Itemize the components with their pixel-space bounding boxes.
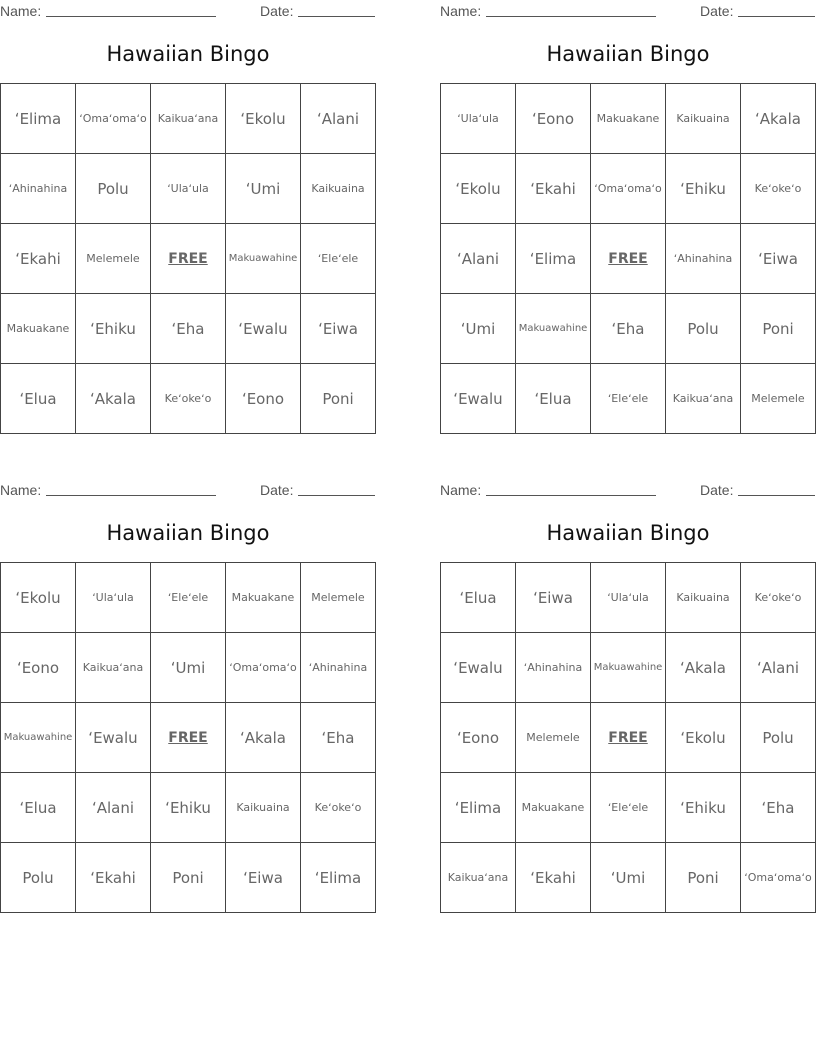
bingo-cell: ʻOmaʻomaʻo (591, 154, 666, 224)
card-title: Hawaiian Bingo (546, 521, 710, 545)
bingo-cell: Melemele (76, 224, 151, 294)
bingo-card (0, 0, 376, 408)
bingo-cell: ʻAkala (226, 703, 301, 773)
bingo-cell: Melemele (516, 703, 591, 773)
bingo-cell: ʻElima (516, 224, 591, 294)
bingo-cell: ʻElua (1, 364, 76, 434)
bingo-cell: Makuakane (516, 773, 591, 843)
bingo-cell: ʻUmi (226, 154, 301, 224)
name-blank (486, 16, 656, 17)
bingo-cell: ʻEiwa (226, 843, 301, 913)
bingo-row (1, 294, 376, 364)
bingo-cell: ʻAkala (76, 364, 151, 434)
bingo-cell: Kaikuaina (666, 563, 741, 633)
name-date-row (0, 0, 376, 22)
bingo-cell: Keʻokeʻo (741, 154, 816, 224)
date-label: Date: (700, 482, 734, 498)
name-label: Name: (0, 482, 42, 498)
bingo-row (1, 773, 376, 843)
bingo-cell: Makuakane (226, 563, 301, 633)
bingo-cell: ʻEkolu (666, 703, 741, 773)
bingo-cell: ʻAlani (301, 84, 376, 154)
name-date-row (440, 479, 816, 501)
bingo-cell: ʻEhiku (151, 773, 226, 843)
bingo-cell: ʻAlani (741, 633, 816, 703)
bingo-cell: Poni (151, 843, 226, 913)
bingo-grid (0, 83, 376, 434)
bingo-row (1, 154, 376, 224)
bingo-cell: ʻUlaʻula (76, 563, 151, 633)
bingo-grid (440, 562, 816, 913)
bingo-cell: Keʻokeʻo (741, 563, 816, 633)
free-space: FREE (591, 224, 666, 294)
card-title: Hawaiian Bingo (106, 521, 270, 545)
date-blank (298, 495, 375, 496)
date-blank (738, 16, 815, 17)
bingo-cell: ʻElima (301, 843, 376, 913)
bingo-row (1, 84, 376, 154)
bingo-cell: Poni (741, 294, 816, 364)
name-label: Name: (440, 482, 482, 498)
bingo-cell: Polu (1, 843, 76, 913)
free-space: FREE (151, 224, 226, 294)
card-title: Hawaiian Bingo (546, 42, 710, 66)
bingo-cell: Kaikuaina (226, 773, 301, 843)
bingo-cell: ʻEwalu (441, 364, 516, 434)
bingo-cell: ʻEhiku (666, 773, 741, 843)
name-date-row (440, 0, 816, 22)
bingo-cell: Makuakane (1, 294, 76, 364)
card-title: Hawaiian Bingo (106, 42, 270, 66)
date-label: Date: (260, 3, 294, 19)
bingo-cell: Makuawahine (591, 633, 666, 703)
bingo-cell: ʻEha (741, 773, 816, 843)
bingo-cell: ʻEha (151, 294, 226, 364)
bingo-cell: ʻEha (301, 703, 376, 773)
bingo-cell: Polu (741, 703, 816, 773)
bingo-cell: ʻUmi (151, 633, 226, 703)
bingo-row (441, 843, 816, 913)
date-label: Date: (260, 482, 294, 498)
bingo-card (440, 0, 816, 408)
bingo-cell: ʻUlaʻula (441, 84, 516, 154)
bingo-cell: ʻEiwa (516, 563, 591, 633)
name-label: Name: (440, 3, 482, 19)
bingo-cell: ʻEhiku (666, 154, 741, 224)
bingo-cell: ʻEono (226, 364, 301, 434)
bingo-cell: Makuawahine (1, 703, 76, 773)
bingo-cell: ʻUmi (441, 294, 516, 364)
bingo-row (441, 224, 816, 294)
bingo-cell: ʻElima (441, 773, 516, 843)
bingo-row (441, 154, 816, 224)
bingo-cell: ʻUlaʻula (591, 563, 666, 633)
bingo-cell: ʻEkolu (226, 84, 301, 154)
name-blank (486, 495, 656, 496)
bingo-cell: ʻUmi (591, 843, 666, 913)
bingo-cell: ʻAhinahina (1, 154, 76, 224)
bingo-cell: Keʻokeʻo (151, 364, 226, 434)
bingo-cell: ʻOmaʻomaʻo (741, 843, 816, 913)
bingo-cell: ʻAhinahina (516, 633, 591, 703)
bingo-row (441, 703, 816, 773)
bingo-cell: Makuawahine (226, 224, 301, 294)
bingo-cell: ʻEwalu (441, 633, 516, 703)
bingo-cell: ʻElua (441, 563, 516, 633)
bingo-cell: ʻAhinahina (666, 224, 741, 294)
bingo-cell: ʻEiwa (301, 294, 376, 364)
bingo-cell: Kaikuaina (666, 84, 741, 154)
bingo-cell: ʻEkahi (516, 154, 591, 224)
bingo-cell: Kaikuaʻana (151, 84, 226, 154)
bingo-cell: ʻAkala (741, 84, 816, 154)
bingo-cell: Makuakane (591, 84, 666, 154)
bingo-cell: ʻAkala (666, 633, 741, 703)
date-blank (738, 495, 815, 496)
bingo-row (441, 563, 816, 633)
bingo-cell: ʻElua (1, 773, 76, 843)
bingo-cell: Polu (666, 294, 741, 364)
bingo-cell: ʻEono (1, 633, 76, 703)
bingo-cell: ʻEono (441, 703, 516, 773)
bingo-cell: ʻUlaʻula (151, 154, 226, 224)
bingo-cell: ʻEleʻele (591, 773, 666, 843)
bingo-row (1, 843, 376, 913)
bingo-cell: ʻAhinahina (301, 633, 376, 703)
bingo-cell: ʻEleʻele (591, 364, 666, 434)
bingo-row (1, 703, 376, 773)
bingo-cell: ʻElua (516, 364, 591, 434)
bingo-cell: ʻElima (1, 84, 76, 154)
bingo-cell: ʻEleʻele (301, 224, 376, 294)
bingo-cell: ʻEha (591, 294, 666, 364)
bingo-cell: Poni (666, 843, 741, 913)
bingo-cell: ʻEhiku (76, 294, 151, 364)
bingo-cell: Kaikuaina (301, 154, 376, 224)
bingo-cell: Poni (301, 364, 376, 434)
bingo-row (441, 84, 816, 154)
free-space: FREE (591, 703, 666, 773)
bingo-cell: Melemele (301, 563, 376, 633)
bingo-cell: Kaikuaʻana (441, 843, 516, 913)
bingo-cell: Kaikuaʻana (666, 364, 741, 434)
bingo-cell: ʻAlani (441, 224, 516, 294)
bingo-cell: Kaikuaʻana (76, 633, 151, 703)
bingo-cell: Keʻokeʻo (301, 773, 376, 843)
bingo-row (441, 633, 816, 703)
bingo-row (1, 633, 376, 703)
bingo-row (1, 563, 376, 633)
bingo-row (441, 364, 816, 434)
bingo-cell: ʻEkolu (1, 563, 76, 633)
bingo-cell: ʻEkolu (441, 154, 516, 224)
date-blank (298, 16, 375, 17)
bingo-cell: ʻEkahi (76, 843, 151, 913)
name-blank (46, 495, 216, 496)
bingo-row (441, 294, 816, 364)
bingo-cell: ʻOmaʻomaʻo (76, 84, 151, 154)
bingo-cell: ʻEkahi (1, 224, 76, 294)
bingo-row (1, 364, 376, 434)
free-space: FREE (151, 703, 226, 773)
name-date-row (0, 479, 376, 501)
bingo-cell: ʻOmaʻomaʻo (226, 633, 301, 703)
bingo-row (441, 773, 816, 843)
bingo-cell: ʻEleʻele (151, 563, 226, 633)
name-label: Name: (0, 3, 42, 19)
bingo-card (0, 479, 376, 887)
bingo-grid (0, 562, 376, 913)
bingo-cell: ʻEkahi (516, 843, 591, 913)
bingo-cell: Makuawahine (516, 294, 591, 364)
date-label: Date: (700, 3, 734, 19)
bingo-cell: Polu (76, 154, 151, 224)
bingo-card (440, 479, 816, 887)
bingo-cell: Melemele (741, 364, 816, 434)
bingo-cell: ʻEono (516, 84, 591, 154)
bingo-cell: ʻEiwa (741, 224, 816, 294)
bingo-row (1, 224, 376, 294)
name-blank (46, 16, 216, 17)
bingo-grid (440, 83, 816, 434)
bingo-cell: ʻAlani (76, 773, 151, 843)
bingo-cell: ʻEwalu (76, 703, 151, 773)
bingo-cell: ʻEwalu (226, 294, 301, 364)
